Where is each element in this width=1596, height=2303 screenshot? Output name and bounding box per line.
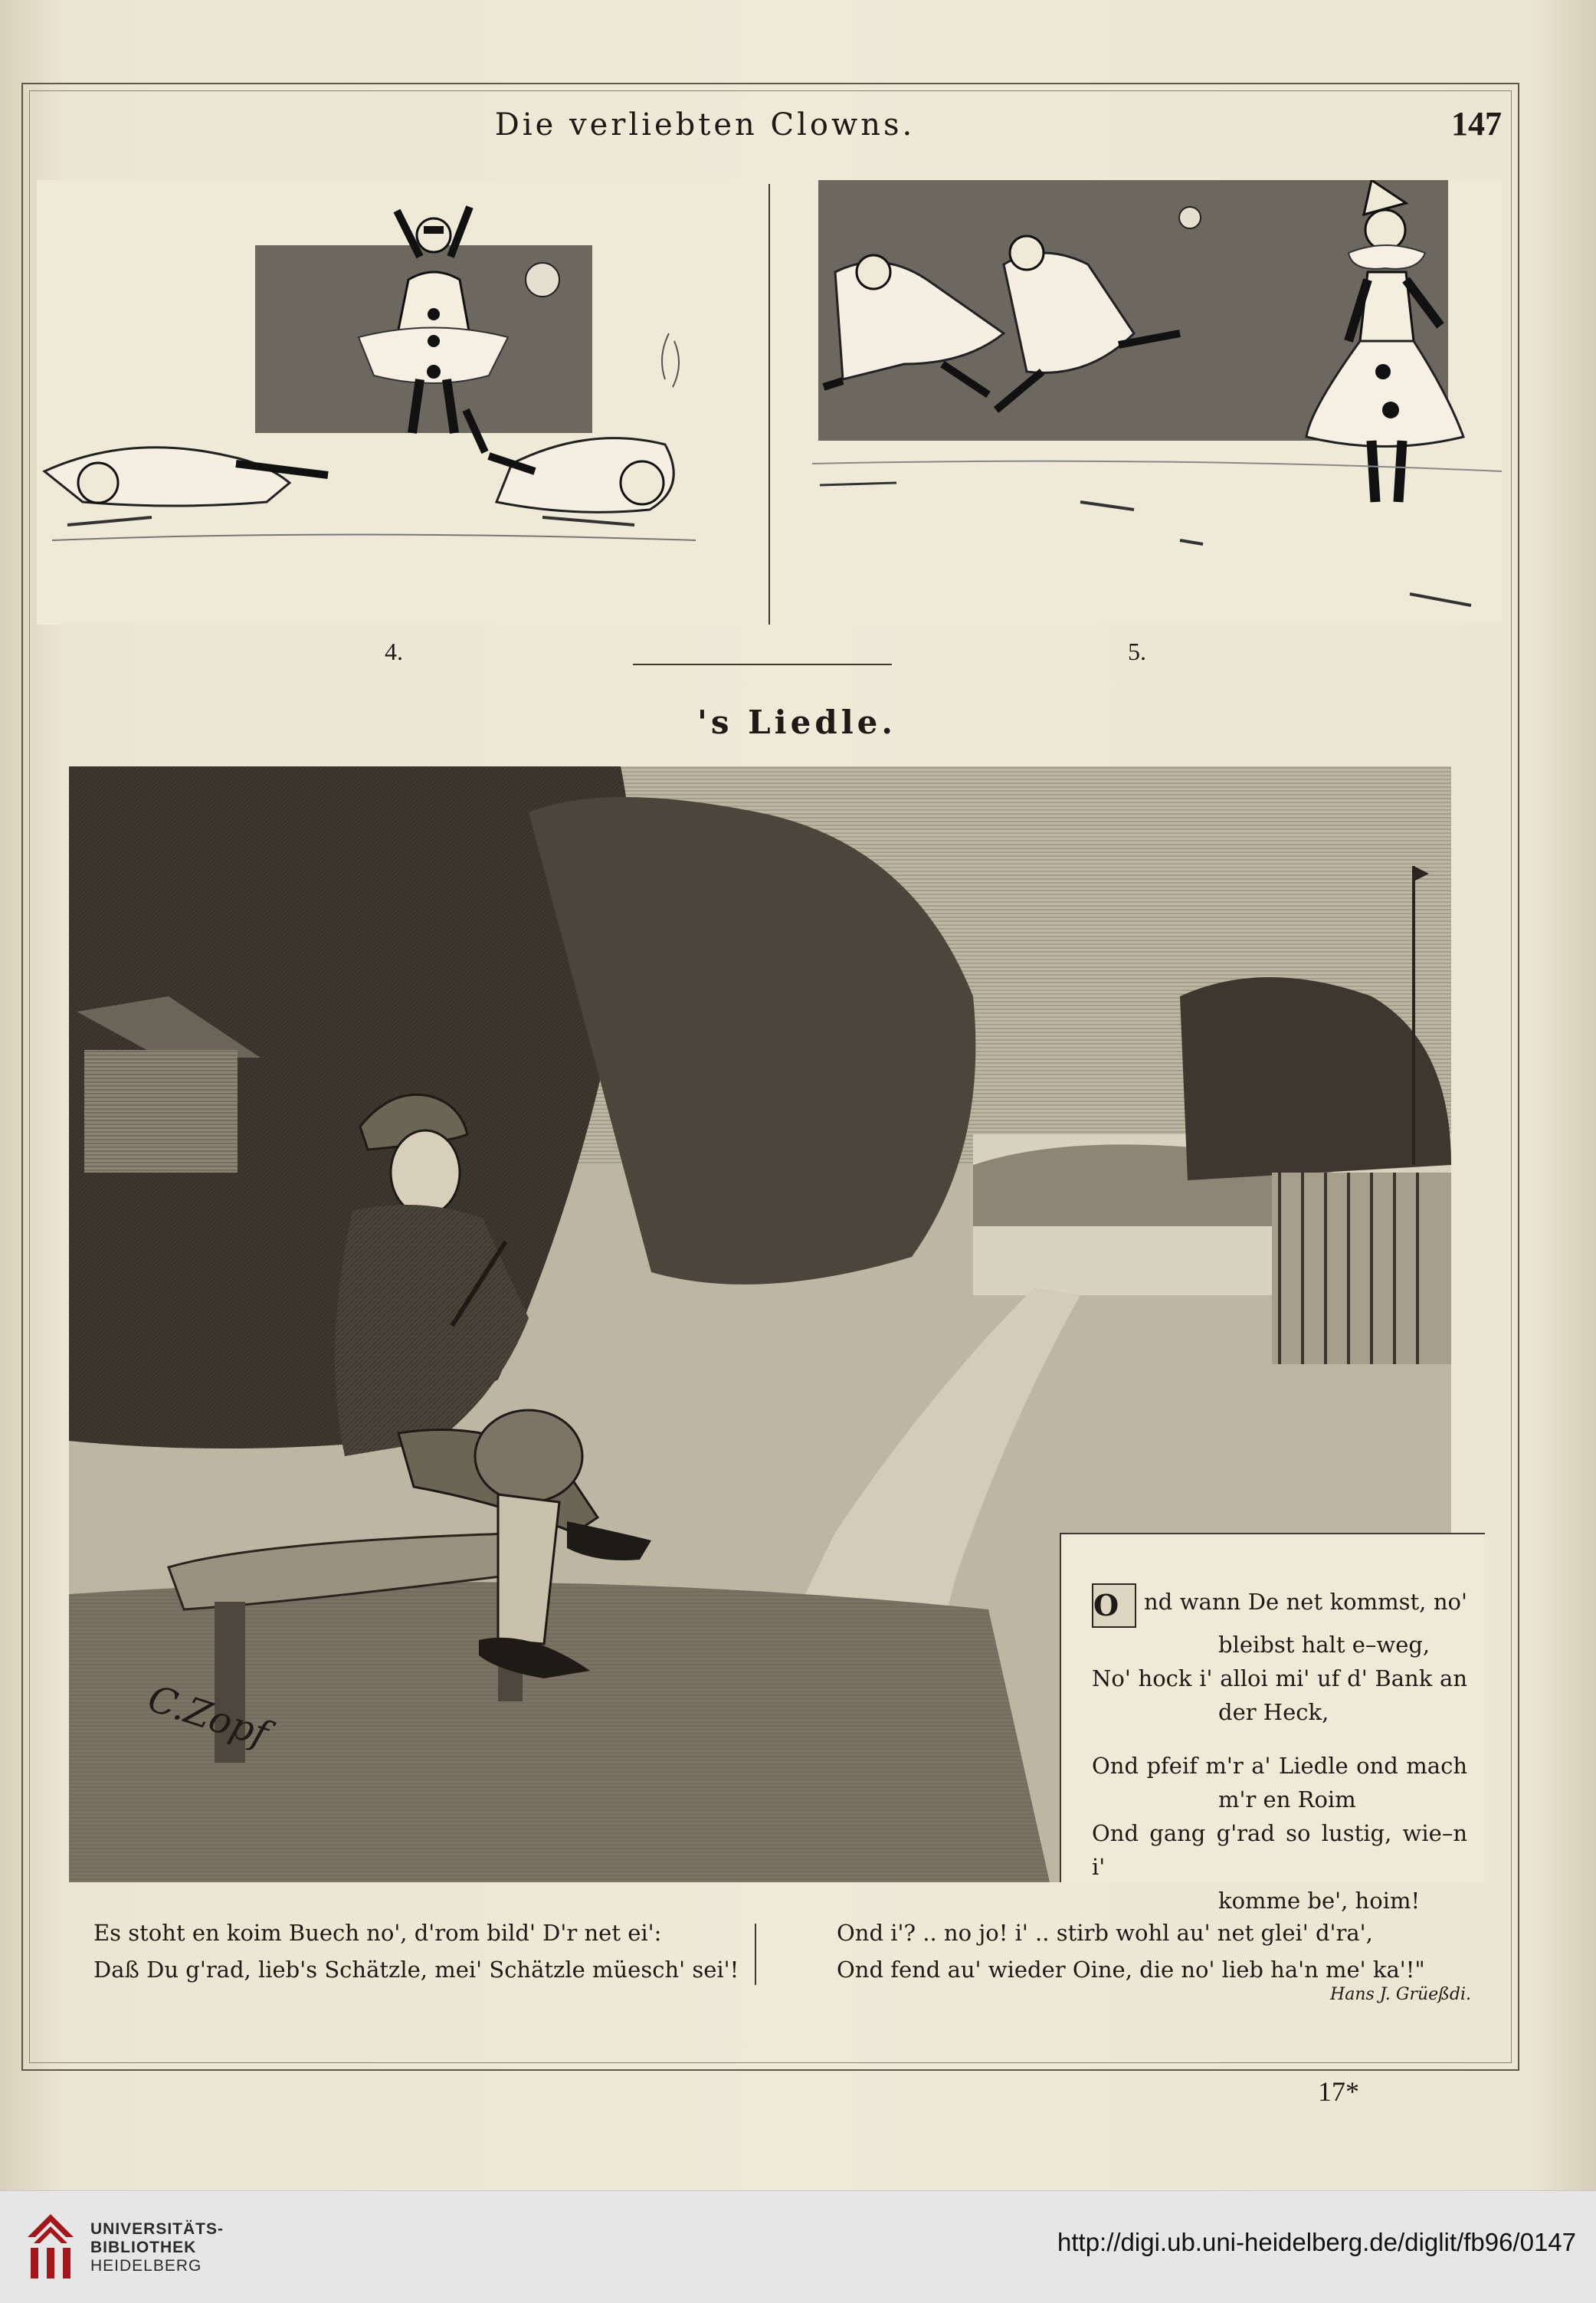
stanza-1-line-1-text: nd wann De net kommst, no' (1144, 1589, 1467, 1615)
poem-title: 's Liedle. (697, 704, 896, 741)
running-head-title: Die verliebten Clowns. (494, 107, 916, 143)
stanza-2-line-4: komme be', hoim! (1218, 1888, 1421, 1914)
permalink-url[interactable]: http://digi.ub.uni-heidelberg.de/diglit/fb96/0147 (1057, 2228, 1576, 2256)
library-name-line-3: HEIDELBERG (90, 2257, 202, 2275)
panel-4-number: 4. (385, 638, 403, 665)
stanza-2-line-1: Ond pfeif m'r a' Liedle ond mach (1092, 1753, 1467, 1779)
clown-panel-4 (37, 180, 765, 625)
university-library-logo-icon[interactable] (20, 2206, 81, 2283)
clown-panel-5 (812, 180, 1502, 625)
initial-letter: O (1092, 1583, 1136, 1628)
panel-divider (769, 184, 770, 625)
section-rule (633, 664, 892, 665)
stanza-2-line-3: Ond gang g'rad so lustig, wie–n i' (1092, 1820, 1467, 1880)
stanza-1-line-1 (1092, 1583, 1467, 1628)
verse-bottom-left-line-1: Es stoht en koim Buech no', d'rom bild' D'r net ei': (93, 1920, 662, 1946)
signature-folio: 17* (1318, 2076, 1359, 2107)
stanza-2-line-2: m'r en Roim (1218, 1786, 1356, 1813)
verse-bottom-left-line-2: Daß Du g'rad, lieb's Schätzle, mei' Schätzle müesch' sei'! (93, 1957, 739, 1983)
stanza-1-line-2: bleibst halt e–weg, (1218, 1632, 1431, 1658)
library-name-line-1: UNIVERSITÄTS- (90, 2220, 224, 2238)
digital-library-footer (0, 2190, 1596, 2303)
poem-stanza-box (1060, 1533, 1485, 1914)
stanza-1-line-3: No' hock i' alloi mi' uf d' Bank an (1092, 1665, 1467, 1691)
library-name-line-2: BIBLIOTHEK (90, 2239, 197, 2256)
stanza-2 (1092, 1749, 1467, 1918)
verse-bottom-right (837, 1914, 1425, 1988)
verse-bottom-right-line-1: Ond i'? .. no jo! i' .. stirb wohl au' net glei' d'ra', (837, 1920, 1373, 1946)
page-number: 147 (1451, 105, 1502, 143)
stanza-1 (1092, 1583, 1467, 1729)
stanza-1-line-4: der Heck, (1218, 1699, 1329, 1725)
verse-bottom-right-line-2: Ond fend au' wieder Oine, die no' lieb ha'n me' ka'!" (837, 1957, 1425, 1983)
panel-5-number: 5. (1128, 638, 1146, 665)
verse-divider (755, 1924, 756, 1985)
verse-bottom-left (93, 1914, 739, 1988)
poem-author: Hans J. Grüeßdi. (1330, 1985, 1471, 2004)
library-name[interactable] (90, 2220, 224, 2275)
svg-text:C.Zopf: C.Zopf (143, 1677, 274, 1757)
